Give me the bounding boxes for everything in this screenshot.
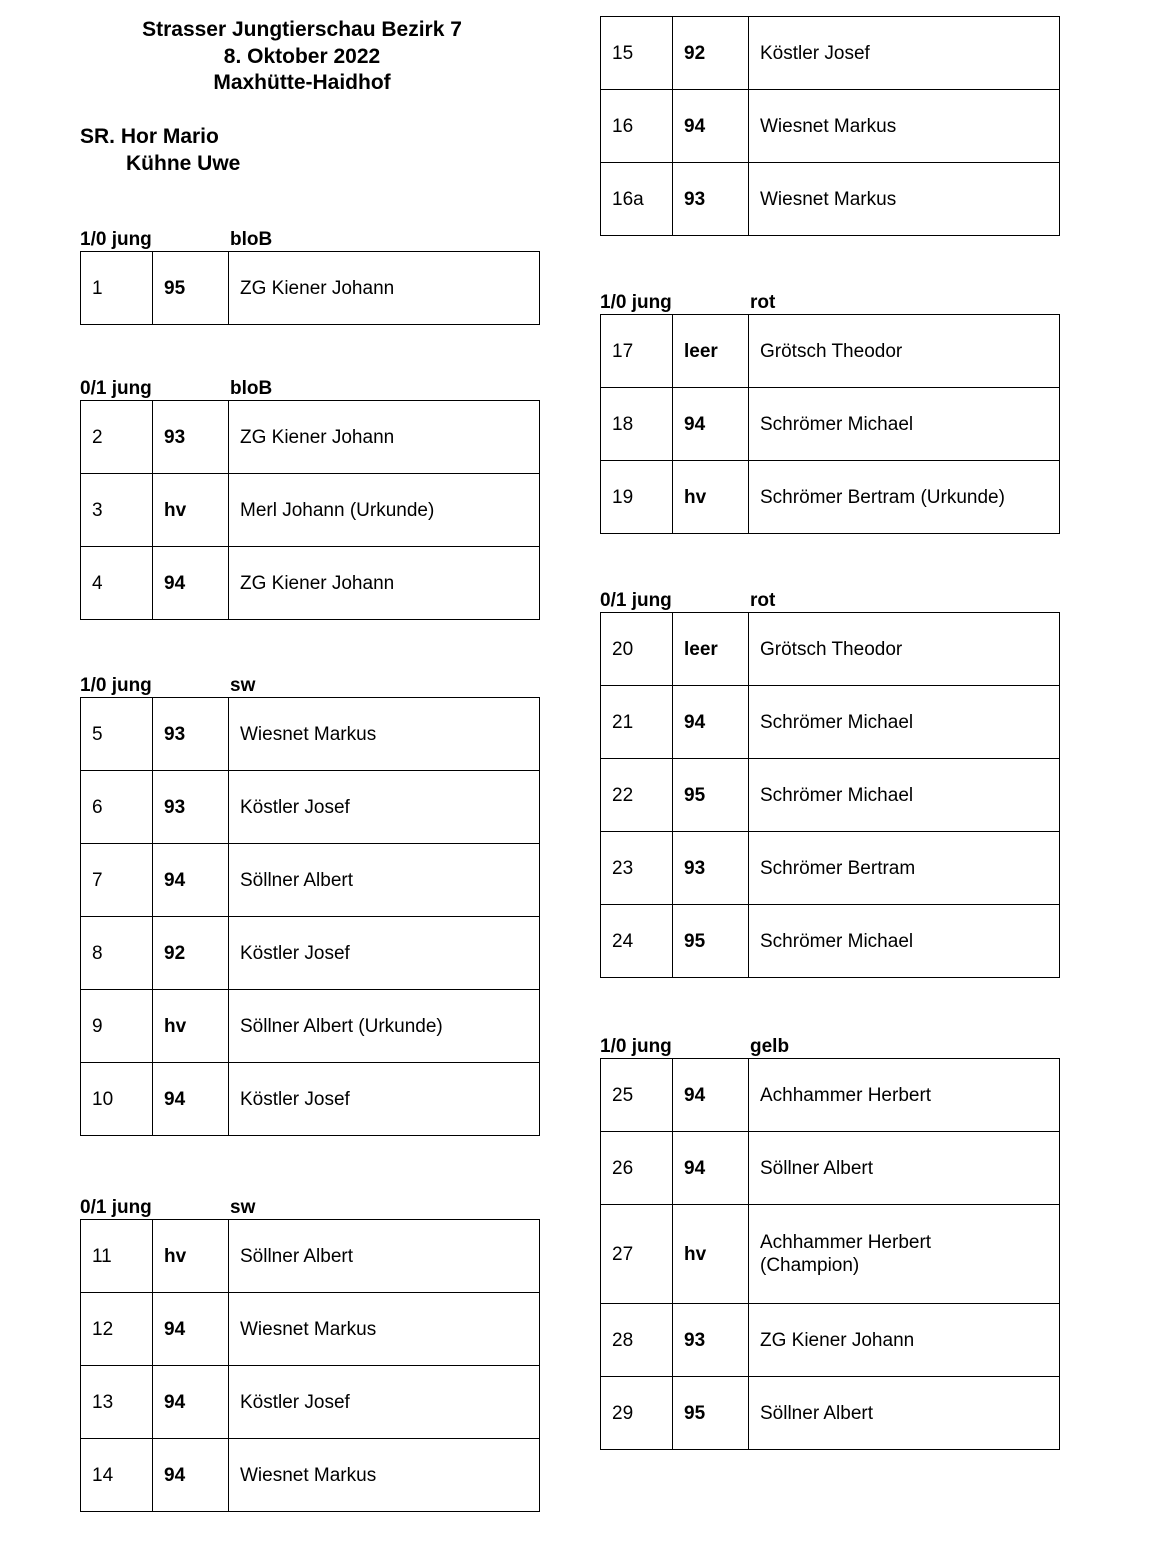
entry-owner: Merl Johann (Urkunde) <box>240 499 435 521</box>
entry-number: 20 <box>601 613 673 686</box>
entry-score: 94 <box>673 90 749 163</box>
entry-owner: Köstler Josef <box>240 1088 350 1110</box>
entry-owner: Schrömer Michael <box>760 413 914 435</box>
entry-owner: Söllner Albert (Urkunde) <box>240 1015 443 1037</box>
entry-number: 15 <box>601 17 673 90</box>
entry-owner: Wiesnet Markus <box>240 1318 377 1340</box>
entry-score: hv <box>673 1205 749 1304</box>
table-row <box>601 613 1060 686</box>
entry-number: 5 <box>81 698 153 771</box>
section-class: 1/0 jung <box>80 675 152 696</box>
section-color: sw <box>230 675 256 696</box>
entry-owner-cell <box>229 771 540 844</box>
table-row <box>601 461 1060 534</box>
entry-number: 29 <box>601 1377 673 1450</box>
title-line-location: Maxhütte-Haidhof <box>213 71 391 94</box>
entry-number: 16 <box>601 90 673 163</box>
entry-score: 95 <box>673 905 749 978</box>
entry-score: 93 <box>153 698 229 771</box>
entry-score: 95 <box>673 759 749 832</box>
results-table <box>600 1058 1060 1450</box>
entry-number: 22 <box>601 759 673 832</box>
entry-owner: Wiesnet Markus <box>760 188 897 210</box>
entry-owner: Köstler Josef <box>760 42 870 64</box>
title-line-event: Strasser Jungtierschau Bezirk 7 <box>142 18 462 41</box>
entry-owner-cell <box>229 252 540 325</box>
entry-owner: Köstler Josef <box>240 796 350 818</box>
section-block <box>600 1036 1060 1450</box>
entry-owner: Schrömer Michael <box>760 784 914 806</box>
section-color: bloB <box>230 378 273 399</box>
table-row <box>81 1439 540 1512</box>
entry-owner-cell <box>229 1439 540 1512</box>
section-block <box>600 16 1060 236</box>
results-table <box>80 400 540 620</box>
entry-owner: Söllner Albert <box>760 1157 874 1179</box>
entry-owner: Grötsch Theodor <box>760 340 903 362</box>
entry-number: 16a <box>601 163 673 236</box>
entry-score: 94 <box>673 686 749 759</box>
table-row <box>601 17 1060 90</box>
table-row <box>601 759 1060 832</box>
entry-owner-cell <box>749 905 1060 978</box>
entry-number: 4 <box>81 547 153 620</box>
entry-score: 94 <box>673 388 749 461</box>
entry-number: 25 <box>601 1059 673 1132</box>
entry-number: 7 <box>81 844 153 917</box>
entry-owner-cell <box>229 990 540 1063</box>
entry-owner-cell <box>749 686 1060 759</box>
section-class: 1/0 jung <box>80 229 152 250</box>
entry-score: 95 <box>673 1377 749 1450</box>
results-table <box>80 1219 540 1512</box>
section-heading <box>80 378 540 400</box>
entry-owner: Wiesnet Markus <box>240 1464 377 1486</box>
section-block <box>80 378 540 620</box>
entry-number: 11 <box>81 1220 153 1293</box>
entry-score: 95 <box>153 252 229 325</box>
results-table <box>600 612 1060 978</box>
entry-score: 94 <box>673 1059 749 1132</box>
entry-number: 1 <box>81 252 153 325</box>
entry-score: 94 <box>153 547 229 620</box>
entry-number: 18 <box>601 388 673 461</box>
table-row <box>601 1304 1060 1377</box>
entry-owner-cell <box>749 388 1060 461</box>
table-row <box>81 401 540 474</box>
results-table <box>80 251 540 325</box>
entry-score: 93 <box>153 771 229 844</box>
section-block <box>80 1197 540 1512</box>
entry-score: 94 <box>153 1439 229 1512</box>
entry-score: 93 <box>673 832 749 905</box>
results-table <box>600 314 1060 534</box>
entry-score: hv <box>153 990 229 1063</box>
entry-owner-cell <box>749 1304 1060 1377</box>
entry-score: hv <box>673 461 749 534</box>
entry-owner: ZG Kiener Johann <box>240 572 395 594</box>
entry-owner-cell <box>749 832 1060 905</box>
table-row <box>601 388 1060 461</box>
entry-owner-cell <box>229 547 540 620</box>
entry-number: 12 <box>81 1293 153 1366</box>
table-row <box>81 771 540 844</box>
entry-owner: ZG Kiener Johann <box>240 277 395 299</box>
entry-owner-cell <box>229 844 540 917</box>
entry-owner-cell <box>229 1293 540 1366</box>
section-block <box>600 590 1060 978</box>
section-class: 1/0 jung <box>600 1036 672 1057</box>
entry-number: 2 <box>81 401 153 474</box>
entry-owner: Köstler Josef <box>240 1391 350 1413</box>
entry-owner: Schrömer Bertram <box>760 857 916 879</box>
table-row <box>81 547 540 620</box>
section-class: 0/1 jung <box>80 1197 152 1218</box>
section-class: 0/1 jung <box>80 378 152 399</box>
section-color: rot <box>750 292 776 313</box>
results-table <box>600 16 1060 236</box>
entry-number: 8 <box>81 917 153 990</box>
entry-owner: Schrömer Bertram (Urkunde) <box>760 486 1005 508</box>
section-heading <box>80 229 540 251</box>
entry-owner: Söllner Albert <box>240 1245 354 1267</box>
section-color: rot <box>750 590 776 611</box>
entry-score: 93 <box>153 401 229 474</box>
entry-owner: Köstler Josef <box>240 942 350 964</box>
entry-score: 94 <box>153 1366 229 1439</box>
entry-owner: Wiesnet Markus <box>240 723 377 745</box>
results-table <box>80 697 540 1136</box>
entry-owner-cell <box>229 917 540 990</box>
entry-number: 19 <box>601 461 673 534</box>
entry-owner: ZG Kiener Johann <box>240 426 395 448</box>
entry-number: 27 <box>601 1205 673 1304</box>
section-class: 0/1 jung <box>600 590 672 611</box>
entry-score: 94 <box>153 1293 229 1366</box>
table-row <box>601 905 1060 978</box>
section-block <box>80 675 540 1136</box>
entry-number: 26 <box>601 1132 673 1205</box>
table-row <box>81 917 540 990</box>
entry-owner-cell <box>749 315 1060 388</box>
entry-score: 92 <box>153 917 229 990</box>
entry-owner: Söllner Albert <box>760 1402 874 1424</box>
entry-owner-cell <box>749 17 1060 90</box>
judges <box>80 123 240 177</box>
entry-owner-cell <box>749 1059 1060 1132</box>
entry-owner: Achhammer Herbert <box>760 1232 932 1253</box>
table-row <box>601 315 1060 388</box>
entry-number: 24 <box>601 905 673 978</box>
entry-number: 6 <box>81 771 153 844</box>
entry-owner-cell <box>749 461 1060 534</box>
table-row <box>601 1205 1060 1304</box>
entry-owner-cell <box>749 1132 1060 1205</box>
table-row <box>601 90 1060 163</box>
entry-owner: Söllner Albert <box>240 869 354 891</box>
section-heading <box>80 675 540 697</box>
entry-owner-cell <box>749 90 1060 163</box>
entry-score: hv <box>153 474 229 547</box>
table-row <box>601 163 1060 236</box>
entry-owner-cell <box>229 474 540 547</box>
section-heading <box>600 590 1060 612</box>
entry-owner-cell <box>749 759 1060 832</box>
entry-score: 94 <box>153 844 229 917</box>
entry-owner: ZG Kiener Johann <box>760 1329 915 1351</box>
entry-number: 17 <box>601 315 673 388</box>
entry-owner-cell <box>229 1220 540 1293</box>
table-row <box>601 1059 1060 1132</box>
entry-score: hv <box>153 1220 229 1293</box>
section-color: gelb <box>750 1036 790 1057</box>
document-title <box>80 17 524 97</box>
table-row <box>601 832 1060 905</box>
entry-number: 23 <box>601 832 673 905</box>
entry-owner-cell <box>749 163 1060 236</box>
table-row <box>81 844 540 917</box>
entry-owner-cell <box>749 613 1060 686</box>
table-row <box>601 686 1060 759</box>
entry-number: 10 <box>81 1063 153 1136</box>
entry-owner: Grötsch Theodor <box>760 638 903 660</box>
table-row <box>81 1220 540 1293</box>
entry-score: leer <box>673 315 749 388</box>
table-row <box>81 252 540 325</box>
entry-owner-cell <box>229 1366 540 1439</box>
entry-owner: Schrömer Michael <box>760 711 914 733</box>
entry-owner-cell <box>229 401 540 474</box>
table-row <box>601 1377 1060 1450</box>
entry-number: 9 <box>81 990 153 1063</box>
table-row <box>81 1293 540 1366</box>
entry-owner: Achhammer Herbert <box>760 1084 932 1106</box>
entry-number: 13 <box>81 1366 153 1439</box>
table-row <box>81 1063 540 1136</box>
title-line-date: 8. Oktober 2022 <box>223 44 381 68</box>
section-color: sw <box>230 1197 256 1218</box>
section-heading <box>600 292 1060 314</box>
section-class: 1/0 jung <box>600 292 672 313</box>
table-row <box>81 1366 540 1439</box>
entry-owner: Wiesnet Markus <box>760 115 897 137</box>
judge-1: SR. Hor Mario <box>80 125 219 148</box>
entry-owner-cell <box>749 1205 1060 1304</box>
entry-owner: Schrömer Michael <box>760 930 914 952</box>
entry-number: 3 <box>81 474 153 547</box>
entry-owner-cell <box>229 1063 540 1136</box>
entry-owner-cell <box>749 1377 1060 1450</box>
section-heading <box>80 1197 540 1219</box>
entry-score: 94 <box>673 1132 749 1205</box>
entry-score: 94 <box>153 1063 229 1136</box>
entry-score: 92 <box>673 17 749 90</box>
section-block <box>80 229 540 325</box>
table-row <box>601 1132 1060 1205</box>
section-color: bloB <box>230 229 273 250</box>
entry-number: 28 <box>601 1304 673 1377</box>
entry-number: 21 <box>601 686 673 759</box>
entry-owner-cell <box>229 698 540 771</box>
table-row <box>81 990 540 1063</box>
entry-score: 93 <box>673 163 749 236</box>
judge-2: Kühne Uwe <box>126 152 241 175</box>
entry-score: leer <box>673 613 749 686</box>
entry-score: 93 <box>673 1304 749 1377</box>
table-row <box>81 698 540 771</box>
section-heading <box>600 1036 1060 1058</box>
section-block <box>600 292 1060 534</box>
table-row <box>81 474 540 547</box>
entry-number: 14 <box>81 1439 153 1512</box>
entry-note: (Champion) <box>760 1255 860 1276</box>
